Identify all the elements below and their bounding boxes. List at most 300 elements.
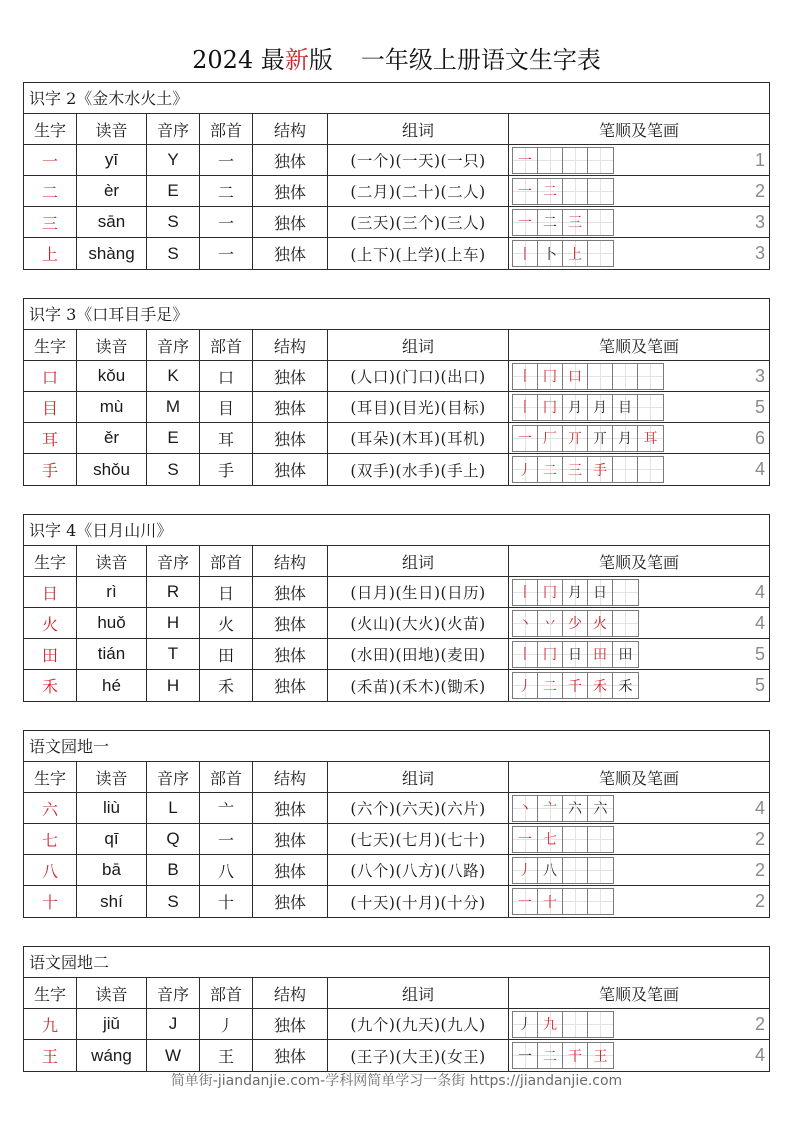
pinyin-cell bbox=[77, 608, 147, 638]
pinyin-cell-text: ěr bbox=[103, 428, 120, 447]
character-cell bbox=[24, 577, 77, 607]
pinyin-cell bbox=[77, 577, 147, 607]
structure-cell-text: 独体 bbox=[273, 1015, 306, 1035]
pinyin-cell-text: yī bbox=[104, 150, 119, 169]
radical-cell-text: 禾 bbox=[217, 677, 234, 696]
initial-cell-text: E bbox=[167, 181, 179, 200]
words-cell-text: (王子)(大王)(女王) bbox=[350, 1047, 486, 1066]
stroke-count: 4 bbox=[754, 797, 765, 818]
stroke-box: 丿 bbox=[513, 457, 538, 482]
table-row bbox=[24, 824, 769, 855]
character-cell bbox=[24, 855, 77, 885]
structure-cell-text: 独体 bbox=[273, 1047, 306, 1066]
stroke-box: 冂 bbox=[538, 395, 563, 420]
words-cell bbox=[328, 207, 509, 237]
stroke-count: 2 bbox=[754, 828, 765, 849]
radical-cell bbox=[200, 1009, 253, 1039]
stroke-box: 口 bbox=[563, 364, 588, 389]
initial-cell-text: T bbox=[167, 644, 179, 663]
initial-cell bbox=[147, 855, 200, 885]
stroke-box bbox=[563, 827, 588, 852]
initial-cell bbox=[147, 670, 200, 701]
table-row bbox=[24, 1009, 769, 1040]
initial-cell-text: S bbox=[167, 459, 179, 479]
stroke-box: 田 bbox=[588, 642, 613, 667]
structure-cell bbox=[253, 238, 328, 269]
stroke-box: 丿 bbox=[513, 1012, 538, 1037]
pinyin-cell-text: mù bbox=[99, 397, 124, 416]
section-table bbox=[23, 946, 770, 1072]
words-cell bbox=[328, 793, 509, 823]
stroke-box: 目 bbox=[613, 395, 638, 420]
stroke-box: 丶 bbox=[513, 611, 538, 636]
column-header: 生字 bbox=[24, 546, 77, 576]
pinyin-cell-text: qī bbox=[104, 829, 119, 848]
structure-cell bbox=[253, 886, 328, 917]
stroke-box: 亠 bbox=[538, 796, 563, 821]
stroke-count: 3 bbox=[754, 365, 765, 386]
initial-cell bbox=[147, 608, 200, 638]
words-cell-text: (日月)(生日)(日历) bbox=[350, 584, 486, 602]
initial-cell-text: J bbox=[168, 1014, 178, 1033]
initial-cell bbox=[147, 639, 200, 669]
radical-cell-text: 田 bbox=[217, 645, 234, 665]
stroke-order-cell bbox=[509, 793, 769, 823]
stroke-box: 千 bbox=[563, 673, 588, 698]
structure-cell-text: 独体 bbox=[273, 398, 306, 418]
stroke-box bbox=[613, 580, 638, 605]
radical-cell bbox=[200, 886, 253, 917]
table-row bbox=[24, 176, 769, 207]
section-title: 识字 2《金木水火土》 bbox=[24, 83, 769, 114]
table-row bbox=[24, 577, 769, 608]
column-header: 部首 bbox=[200, 330, 253, 360]
words-cell-text: (耳朵)(木耳)(耳机) bbox=[350, 430, 486, 448]
stroke-order-cell bbox=[509, 176, 769, 206]
stroke-box bbox=[563, 858, 588, 883]
stroke-box bbox=[563, 179, 588, 204]
stroke-order-cell bbox=[509, 392, 769, 422]
stroke-order-grid bbox=[512, 394, 664, 421]
initial-cell bbox=[147, 886, 200, 917]
structure-cell-text: 独体 bbox=[273, 182, 306, 202]
column-header: 笔顺及笔画 bbox=[598, 552, 679, 572]
stroke-count: 3 bbox=[754, 211, 765, 232]
pinyin-cell bbox=[77, 793, 147, 823]
words-cell bbox=[328, 577, 509, 607]
stroke-box: 十 bbox=[538, 889, 563, 914]
table-row bbox=[24, 145, 769, 176]
stroke-count: 2 bbox=[754, 1013, 765, 1034]
column-header: 部首 bbox=[200, 762, 253, 792]
words-cell-text: (八个)(八方)(八路) bbox=[350, 862, 486, 880]
stroke-count: 6 bbox=[754, 427, 765, 448]
section-table bbox=[23, 730, 770, 918]
stroke-count: 4 bbox=[754, 1045, 765, 1065]
pinyin-cell bbox=[77, 1040, 147, 1071]
column-header: 生字 bbox=[24, 114, 77, 144]
words-cell bbox=[328, 1040, 509, 1071]
stroke-count: 5 bbox=[754, 675, 765, 695]
page-title bbox=[0, 40, 793, 75]
character-cell bbox=[24, 361, 77, 391]
column-header: 读音 bbox=[77, 978, 147, 1008]
column-header: 读音 bbox=[77, 546, 147, 576]
words-cell-text: (火山)(大火)(火苗) bbox=[350, 615, 486, 633]
pinyin-cell bbox=[77, 238, 147, 269]
structure-cell-text: 独体 bbox=[273, 799, 306, 819]
stroke-order-cell bbox=[509, 670, 769, 701]
character-cell bbox=[24, 793, 77, 823]
character-cell-text: 六 bbox=[41, 799, 58, 819]
initial-cell bbox=[147, 793, 200, 823]
stroke-count: 4 bbox=[754, 459, 765, 479]
stroke-box: 耳 bbox=[638, 426, 663, 451]
initial-cell bbox=[147, 824, 200, 854]
section-table bbox=[23, 514, 770, 702]
column-header: 音序 bbox=[147, 330, 200, 360]
stroke-order-grid bbox=[512, 888, 614, 915]
structure-cell bbox=[253, 824, 328, 854]
structure-cell bbox=[253, 608, 328, 638]
structure-cell bbox=[253, 793, 328, 823]
stroke-box: 二 bbox=[538, 457, 563, 482]
initial-cell bbox=[147, 361, 200, 391]
initial-cell-text: K bbox=[167, 366, 179, 385]
stroke-order-cell bbox=[509, 886, 769, 917]
stroke-box: 二 bbox=[538, 179, 563, 204]
stroke-box bbox=[588, 1012, 613, 1037]
structure-cell-text: 独体 bbox=[273, 461, 306, 480]
initial-cell bbox=[147, 454, 200, 485]
character-cell-text: 八 bbox=[41, 861, 58, 881]
stroke-count: 2 bbox=[754, 859, 765, 880]
stroke-box bbox=[588, 364, 613, 389]
radical-cell bbox=[200, 392, 253, 422]
column-header: 音序 bbox=[147, 762, 200, 792]
stroke-box: 王 bbox=[588, 1043, 613, 1068]
column-header: 生字 bbox=[24, 978, 77, 1008]
stroke-count: 5 bbox=[754, 396, 765, 417]
radical-cell-text: 一 bbox=[217, 213, 234, 233]
title-main: 一年级上册语文生字表 bbox=[360, 46, 601, 74]
words-cell-text: (十天)(十月)(十分) bbox=[350, 893, 486, 912]
stroke-order-grid bbox=[512, 1011, 614, 1038]
stroke-box: 田 bbox=[613, 642, 638, 667]
words-cell bbox=[328, 176, 509, 206]
column-header: 生字 bbox=[24, 330, 77, 360]
stroke-box: 禾 bbox=[588, 673, 613, 698]
initial-cell bbox=[147, 207, 200, 237]
words-cell bbox=[328, 855, 509, 885]
stroke-box: 丨 bbox=[513, 580, 538, 605]
section-title: 语文园地一 bbox=[24, 731, 769, 762]
structure-cell bbox=[253, 145, 328, 175]
structure-cell bbox=[253, 361, 328, 391]
pinyin-cell bbox=[77, 392, 147, 422]
stroke-box: 冂 bbox=[538, 580, 563, 605]
structure-cell-text: 独体 bbox=[273, 245, 306, 264]
radical-cell-text: 亠 bbox=[217, 799, 234, 819]
column-header: 部首 bbox=[200, 978, 253, 1008]
column-header: 笔顺及笔画 bbox=[598, 120, 679, 140]
character-cell-text: 目 bbox=[41, 398, 58, 418]
stroke-box bbox=[588, 827, 613, 852]
stroke-order-cell bbox=[509, 855, 769, 885]
stroke-box: 禾 bbox=[613, 673, 638, 698]
stroke-box: 三 bbox=[563, 457, 588, 482]
stroke-order-grid bbox=[512, 147, 614, 174]
structure-cell-text: 独体 bbox=[273, 151, 306, 171]
radical-cell-text: 一 bbox=[217, 245, 234, 264]
structure-cell-text: 独体 bbox=[273, 213, 306, 233]
character-cell-text: 王 bbox=[41, 1047, 58, 1066]
pinyin-cell bbox=[77, 361, 147, 391]
pinyin-cell-text: huǒ bbox=[97, 613, 126, 632]
pinyin-cell bbox=[77, 886, 147, 917]
radical-cell-text: 王 bbox=[217, 1047, 234, 1066]
radical-cell bbox=[200, 639, 253, 669]
radical-cell bbox=[200, 361, 253, 391]
radical-cell-text: 日 bbox=[217, 583, 234, 603]
stroke-box: 手 bbox=[588, 457, 613, 482]
character-cell-text: 七 bbox=[41, 830, 58, 850]
column-header: 音序 bbox=[147, 978, 200, 1008]
stroke-box: 七 bbox=[538, 827, 563, 852]
stroke-box: 一 bbox=[513, 426, 538, 451]
words-cell-text: (禾苗)(禾木)(锄禾) bbox=[350, 677, 486, 696]
stroke-box bbox=[588, 148, 613, 173]
structure-cell-text: 独体 bbox=[273, 614, 306, 634]
column-header: 组词 bbox=[328, 114, 509, 144]
structure-cell bbox=[253, 577, 328, 607]
pinyin-cell-text: èr bbox=[103, 181, 120, 200]
structure-cell-text: 独体 bbox=[273, 429, 306, 449]
structure-cell bbox=[253, 207, 328, 237]
stroke-order-cell bbox=[509, 824, 769, 854]
words-cell bbox=[328, 670, 509, 701]
initial-cell-text: Q bbox=[166, 829, 180, 848]
pinyin-cell bbox=[77, 454, 147, 485]
stroke-order-cell bbox=[509, 207, 769, 237]
radical-cell bbox=[200, 454, 253, 485]
character-cell-text: 禾 bbox=[41, 677, 58, 696]
initial-cell-text: B bbox=[167, 860, 179, 879]
pinyin-cell bbox=[77, 423, 147, 453]
stroke-order-cell bbox=[509, 423, 769, 453]
character-cell bbox=[24, 824, 77, 854]
structure-cell bbox=[253, 176, 328, 206]
pinyin-cell-text: wáng bbox=[91, 1045, 132, 1065]
stroke-box bbox=[613, 611, 638, 636]
column-header: 生字 bbox=[24, 762, 77, 792]
pinyin-cell-text: kǒu bbox=[97, 366, 126, 385]
table-row bbox=[24, 238, 769, 269]
character-cell bbox=[24, 454, 77, 485]
radical-cell bbox=[200, 824, 253, 854]
pinyin-cell-text: liù bbox=[102, 798, 120, 817]
stroke-box bbox=[638, 364, 663, 389]
character-cell bbox=[24, 145, 77, 175]
radical-cell bbox=[200, 608, 253, 638]
stroke-box: 一 bbox=[513, 179, 538, 204]
stroke-box: 丨 bbox=[513, 241, 538, 266]
column-header: 笔顺及笔画 bbox=[598, 984, 679, 1004]
character-cell-text: 口 bbox=[41, 367, 58, 387]
radical-cell bbox=[200, 793, 253, 823]
radical-cell bbox=[200, 207, 253, 237]
header-row bbox=[24, 114, 769, 145]
radical-cell-text: 手 bbox=[217, 461, 234, 480]
stroke-box bbox=[613, 364, 638, 389]
radical-cell-text: 口 bbox=[217, 367, 234, 387]
pinyin-cell bbox=[77, 176, 147, 206]
header-row bbox=[24, 978, 769, 1009]
stroke-box: 一 bbox=[513, 1043, 538, 1068]
pinyin-cell bbox=[77, 670, 147, 701]
radical-cell-text: 目 bbox=[217, 398, 234, 418]
column-header: 笔顺及笔画 bbox=[598, 768, 679, 788]
initial-cell bbox=[147, 423, 200, 453]
words-cell bbox=[328, 423, 509, 453]
structure-cell-text: 独体 bbox=[273, 893, 306, 912]
table-row bbox=[24, 793, 769, 824]
stroke-box: 六 bbox=[563, 796, 588, 821]
initial-cell bbox=[147, 145, 200, 175]
pinyin-cell-text: jiǔ bbox=[102, 1014, 120, 1033]
table-row bbox=[24, 608, 769, 639]
initial-cell bbox=[147, 577, 200, 607]
pinyin-cell bbox=[77, 207, 147, 237]
character-cell bbox=[24, 207, 77, 237]
radical-cell-text: 火 bbox=[217, 614, 234, 634]
character-cell-text: 田 bbox=[41, 645, 58, 665]
column-header: 结构 bbox=[253, 978, 328, 1008]
title-highlight: 新 bbox=[284, 46, 309, 74]
column-header: 音序 bbox=[147, 546, 200, 576]
initial-cell-text: W bbox=[164, 1045, 182, 1065]
table-row bbox=[24, 639, 769, 670]
structure-cell bbox=[253, 639, 328, 669]
stroke-box bbox=[638, 395, 663, 420]
initial-cell bbox=[147, 1009, 200, 1039]
stroke-order-cell bbox=[509, 238, 769, 269]
structure-cell-text: 独体 bbox=[273, 861, 306, 881]
stroke-box bbox=[613, 457, 638, 482]
stroke-count: 4 bbox=[754, 612, 765, 633]
pinyin-cell-text: bā bbox=[102, 860, 121, 879]
words-cell bbox=[328, 886, 509, 917]
words-cell-text: (一个)(一天)(一只) bbox=[350, 152, 486, 170]
character-cell-text: 二 bbox=[41, 182, 58, 202]
radical-cell-text: 一 bbox=[217, 151, 234, 171]
radical-cell bbox=[200, 145, 253, 175]
stroke-box bbox=[588, 241, 613, 266]
column-header: 结构 bbox=[253, 762, 328, 792]
title-suffix: 版 bbox=[308, 46, 333, 74]
section-table bbox=[23, 298, 770, 486]
section-title: 识字 3《口耳目手足》 bbox=[24, 299, 769, 330]
stroke-count: 1 bbox=[754, 149, 765, 170]
initial-cell bbox=[147, 392, 200, 422]
words-cell bbox=[328, 824, 509, 854]
initial-cell-text: R bbox=[166, 582, 180, 601]
header-row bbox=[24, 330, 769, 361]
character-cell bbox=[24, 176, 77, 206]
character-cell bbox=[24, 1009, 77, 1039]
character-cell bbox=[24, 1040, 77, 1071]
structure-cell-text: 独体 bbox=[273, 677, 306, 696]
stroke-box: 丌 bbox=[588, 426, 613, 451]
character-cell-text: 三 bbox=[41, 213, 58, 233]
words-cell bbox=[328, 145, 509, 175]
initial-cell-text: S bbox=[167, 891, 179, 911]
column-header: 组词 bbox=[328, 330, 509, 360]
stroke-order-grid bbox=[512, 456, 664, 483]
stroke-order-grid bbox=[512, 240, 614, 267]
stroke-order-grid bbox=[512, 826, 614, 853]
column-header: 结构 bbox=[253, 330, 328, 360]
column-header: 组词 bbox=[328, 762, 509, 792]
pinyin-cell-text: shí bbox=[100, 891, 123, 911]
column-header: 音序 bbox=[147, 114, 200, 144]
stroke-box: 丨 bbox=[513, 642, 538, 667]
table-row bbox=[24, 886, 769, 917]
table-row bbox=[24, 361, 769, 392]
column-header: 读音 bbox=[77, 114, 147, 144]
column-header: 组词 bbox=[328, 978, 509, 1008]
radical-cell-text: 二 bbox=[217, 182, 234, 202]
radical-cell bbox=[200, 855, 253, 885]
stroke-box bbox=[588, 889, 613, 914]
stroke-box: 日 bbox=[588, 580, 613, 605]
stroke-box: 月 bbox=[588, 395, 613, 420]
pinyin-cell-text: hé bbox=[102, 675, 121, 695]
title-prefix: 2024 最 bbox=[192, 46, 285, 74]
character-cell bbox=[24, 639, 77, 669]
table-row bbox=[24, 855, 769, 886]
stroke-box: 干 bbox=[563, 1043, 588, 1068]
radical-cell-text: 一 bbox=[217, 830, 234, 850]
pinyin-cell bbox=[77, 855, 147, 885]
words-cell bbox=[328, 392, 509, 422]
table-row bbox=[24, 392, 769, 423]
stroke-box: 冂 bbox=[538, 364, 563, 389]
structure-cell bbox=[253, 1040, 328, 1071]
radical-cell bbox=[200, 577, 253, 607]
initial-cell bbox=[147, 238, 200, 269]
stroke-order-grid bbox=[512, 178, 614, 205]
stroke-count: 4 bbox=[754, 581, 765, 602]
stroke-box: 八 bbox=[538, 858, 563, 883]
words-cell-text: (六个)(六天)(六片) bbox=[350, 800, 486, 818]
structure-cell bbox=[253, 423, 328, 453]
stroke-box bbox=[638, 457, 663, 482]
stroke-box: 二 bbox=[538, 673, 563, 698]
character-cell bbox=[24, 608, 77, 638]
words-cell-text: (七天)(七月)(七十) bbox=[350, 831, 486, 849]
character-cell-text: 十 bbox=[41, 893, 58, 912]
structure-cell-text: 独体 bbox=[273, 583, 306, 603]
radical-cell bbox=[200, 176, 253, 206]
stroke-box: 丶 bbox=[513, 796, 538, 821]
character-cell bbox=[24, 886, 77, 917]
column-header: 部首 bbox=[200, 546, 253, 576]
column-header: 结构 bbox=[253, 114, 328, 144]
stroke-box: 丨 bbox=[513, 364, 538, 389]
table-row bbox=[24, 207, 769, 238]
column-header: 读音 bbox=[77, 762, 147, 792]
